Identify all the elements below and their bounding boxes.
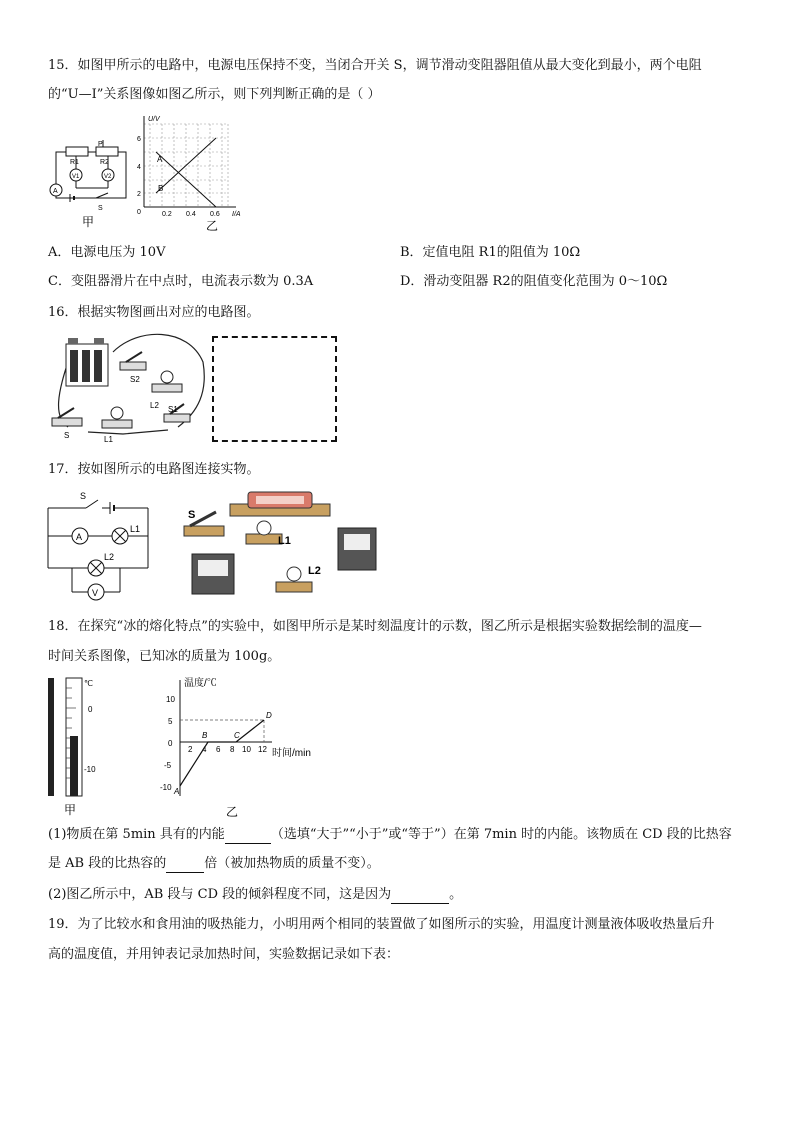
thermo-unit: ℃ [84, 679, 93, 688]
thermo-zero: 0 [88, 705, 93, 714]
q15-option-c: C．变阻器滑片在中点时，电流表示数为 0.3A [48, 274, 314, 289]
q18-sub1-c: 是 AB 段的比热容的 [48, 856, 167, 871]
q18-xtick-6: 6 [216, 745, 221, 754]
thermo-minus10: -10 [84, 765, 96, 774]
q18-line1: 18．在探究“冰的熔化特点”的实验中，如图甲所示是某时刻温度计的示数，图乙所示是根据实验数据绘制的温度— [48, 619, 702, 634]
q17-text: 17．按如图所示的电路图连接实物。 [48, 462, 260, 477]
q18-ytick-0: 0 [168, 739, 173, 748]
q18-graph-ylabel: 温度/℃ [184, 678, 217, 689]
q18-blank-2[interactable] [166, 858, 204, 873]
q19-line2: 高的温度值，并用钟表记录加热时间，实验数据记录如下表： [48, 947, 400, 962]
q17-l1-label: L1 [130, 524, 141, 534]
q18-line2: 时间关系图像，已知冰的质量为 100g。 [48, 649, 281, 664]
fig-yi-caption: 乙 [206, 219, 219, 232]
q18-graph-xlabel: 时间/min [272, 748, 311, 759]
p-label: P [98, 141, 103, 148]
q16-s-label: S [64, 431, 70, 440]
q16-l1-label: L1 [104, 435, 113, 444]
q18-point-b: B [202, 731, 208, 740]
q18-point-a: A [174, 787, 180, 796]
origin-label: 0 [137, 209, 141, 216]
q18-curve [180, 720, 264, 786]
q15-line2: 的“U—I”关系图像如图乙所示，则下列判断正确的是（ ） [48, 87, 381, 102]
q18-sub2-line [48, 886, 462, 904]
q16-l2-label: L2 [150, 401, 159, 410]
q16-answer-box[interactable] [212, 336, 337, 442]
ytick-4: 4 [137, 164, 141, 171]
v2-label: V2 [104, 174, 112, 180]
q18-fig-jia-caption: 甲 [64, 803, 77, 817]
q18-xtick-8: 8 [230, 745, 235, 754]
q16-physical-circuit [48, 332, 208, 444]
ytick-6: 6 [137, 136, 141, 143]
q18-xtick-12: 12 [258, 745, 267, 754]
r2-label: R2 [100, 159, 109, 166]
q19-line1: 19．为了比较水和食用油的吸热能力，小明用两个相同的装置做了如图所示的实验，用温度计测量液体吸收热量后升 [48, 917, 715, 932]
q17-switch-s-label: S [188, 509, 196, 521]
q18-sub1-b: （选填“大于”“小于”或“等于”）在第 7min 时的内能。该物质在 CD 段的比热容 [270, 827, 732, 842]
q15-line1: 15．如图甲所示的电路中，电源电压保持不变，当闭合开关 S，调节滑动变阻器阻值从最大变化到最小，两个电阻 [48, 58, 702, 73]
q17-ammeter-label: A [76, 532, 83, 542]
q17-lamp-l2-label: L2 [308, 565, 321, 577]
q18-xtick-10: 10 [242, 745, 251, 754]
graph-xlabel: I/A [232, 211, 241, 218]
q16-s1-label: S1 [168, 405, 178, 414]
q18-point-c: C [234, 731, 240, 740]
q18-sub2-b: 。 [449, 887, 463, 902]
fig-jia-caption: 甲 [82, 215, 95, 229]
q18-sub1-line1 [48, 826, 732, 844]
r1-label: R1 [70, 159, 79, 166]
graph-ylabel: U/V [148, 116, 160, 123]
q18-ytick-5: 5 [168, 717, 173, 726]
line-a-label: A [157, 155, 163, 164]
q18-fig-yi-caption: 乙 [226, 805, 239, 819]
q15-circuit-jia [48, 140, 130, 230]
q15-option-d: D．滑动变阻器 R2的阻值变化范围为 0～10Ω [400, 274, 668, 289]
q18-graph-yi [160, 674, 340, 820]
q18-ytick-10: 10 [166, 695, 175, 704]
q18-xtick-2: 2 [188, 745, 193, 754]
q18-sub1-line2 [48, 855, 380, 873]
v1-label: V1 [72, 174, 80, 180]
ammeter-label: A [53, 188, 58, 195]
q17-circuit-diagram [46, 488, 158, 606]
q18-sub1-a: (1)物质在第 5min 具有的内能 [48, 827, 225, 842]
q16-s2-label: S2 [130, 375, 140, 384]
q18-blank-3[interactable] [391, 889, 449, 904]
q17-physical-components [180, 488, 390, 608]
q16-text: 16．根据实物图画出对应的电路图。 [48, 305, 260, 320]
q17-lamp-l1-label: L1 [278, 535, 291, 547]
line-b-label: B [158, 184, 164, 193]
q15-graph-yi [128, 112, 258, 232]
q17-voltmeter-label: V [92, 588, 99, 598]
q15-option-b: B．定值电阻 R1的阻值为 10Ω [400, 245, 581, 260]
q18-thermometer [44, 674, 114, 820]
q18-sub2-a: (2)图乙所示中，AB 段与 CD 段的倾斜程度不同，这是因为 [48, 887, 392, 902]
xtick-0.2: 0.2 [162, 211, 172, 218]
q18-ytick-minus5: -5 [164, 761, 172, 770]
q17-s-label: S [80, 491, 87, 501]
xtick-0.6: 0.6 [210, 211, 220, 218]
q18-sub1-d: 倍（被加热物质的质量不变）。 [204, 856, 380, 871]
q17-l2-label: L2 [104, 552, 115, 562]
q15-option-a: A．电源电压为 10V [48, 245, 166, 260]
xtick-0.4: 0.4 [186, 211, 196, 218]
q18-point-d: D [266, 711, 272, 720]
switch-label: S [98, 205, 103, 212]
ytick-2: 2 [137, 191, 141, 198]
q18-blank-1[interactable] [225, 829, 271, 844]
q18-ytick-minus10: -10 [160, 783, 172, 792]
q18-xtick-4: 4 [202, 745, 207, 754]
